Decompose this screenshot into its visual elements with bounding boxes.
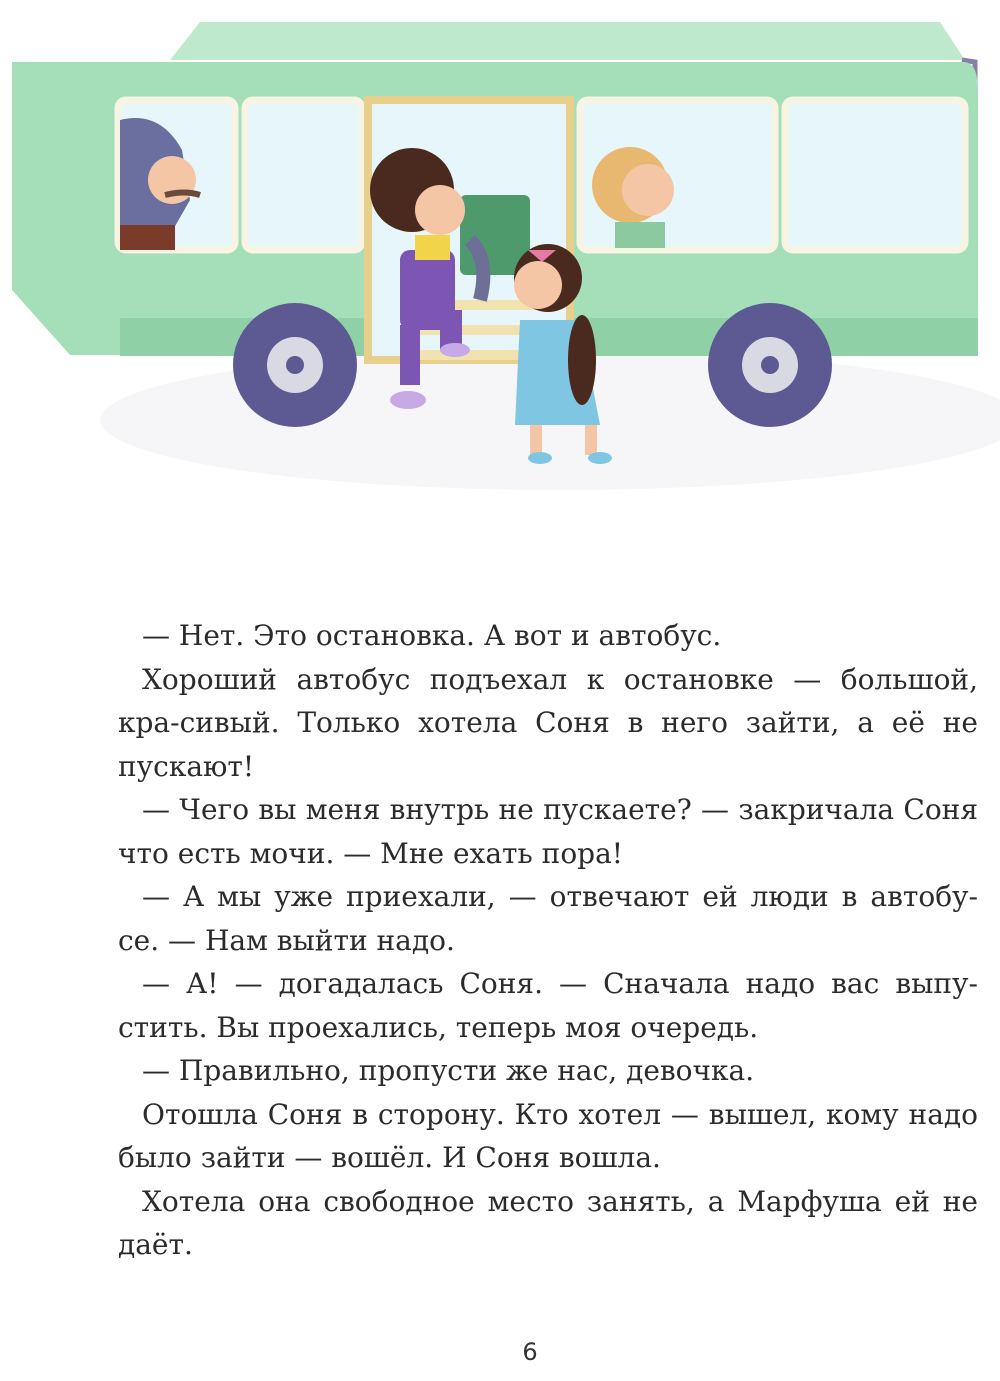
paragraph: Хотела она свободное место занять, а Марфуша ей не даёт. bbox=[118, 1184, 978, 1261]
paragraph: — Чего вы меня внутрь не пускаете? — закричала Соня что есть мочи. — Мне ехать пора! bbox=[118, 793, 978, 870]
wheel-rear bbox=[708, 303, 832, 427]
bus-illustration bbox=[0, 0, 1000, 500]
paragraph: — А! — догадалась Соня. — Сначала надо вас выпу-стить. Вы проехались, теперь моя очередь. bbox=[118, 967, 978, 1044]
paragraph: Отошла Соня в сторону. Кто хотел — вышел, кому надо было зайти — вошёл. И Соня вошла. bbox=[118, 1097, 978, 1174]
paragraph: — Нет. Это остановка. А вот и автобус. bbox=[142, 619, 722, 652]
page-number bbox=[0, 1338, 1000, 1366]
paragraph: Хороший автобус подъехал к остановке — большой, кра-сивый. Только хотела Соня в него зайти, а её не пускают! bbox=[118, 662, 978, 783]
bus-roof bbox=[170, 22, 965, 60]
story-text bbox=[118, 614, 978, 1267]
window-4 bbox=[785, 100, 965, 250]
paragraph: — А мы уже приехали, — отвечают ей люди в автобу-се. — Нам выйти надо. bbox=[118, 880, 978, 957]
paragraph: — Правильно, пропусти же нас, девочка. bbox=[142, 1054, 755, 1087]
page-number-label: 6 bbox=[522, 1338, 538, 1366]
wheel-front bbox=[233, 303, 357, 427]
window-2 bbox=[245, 100, 362, 250]
